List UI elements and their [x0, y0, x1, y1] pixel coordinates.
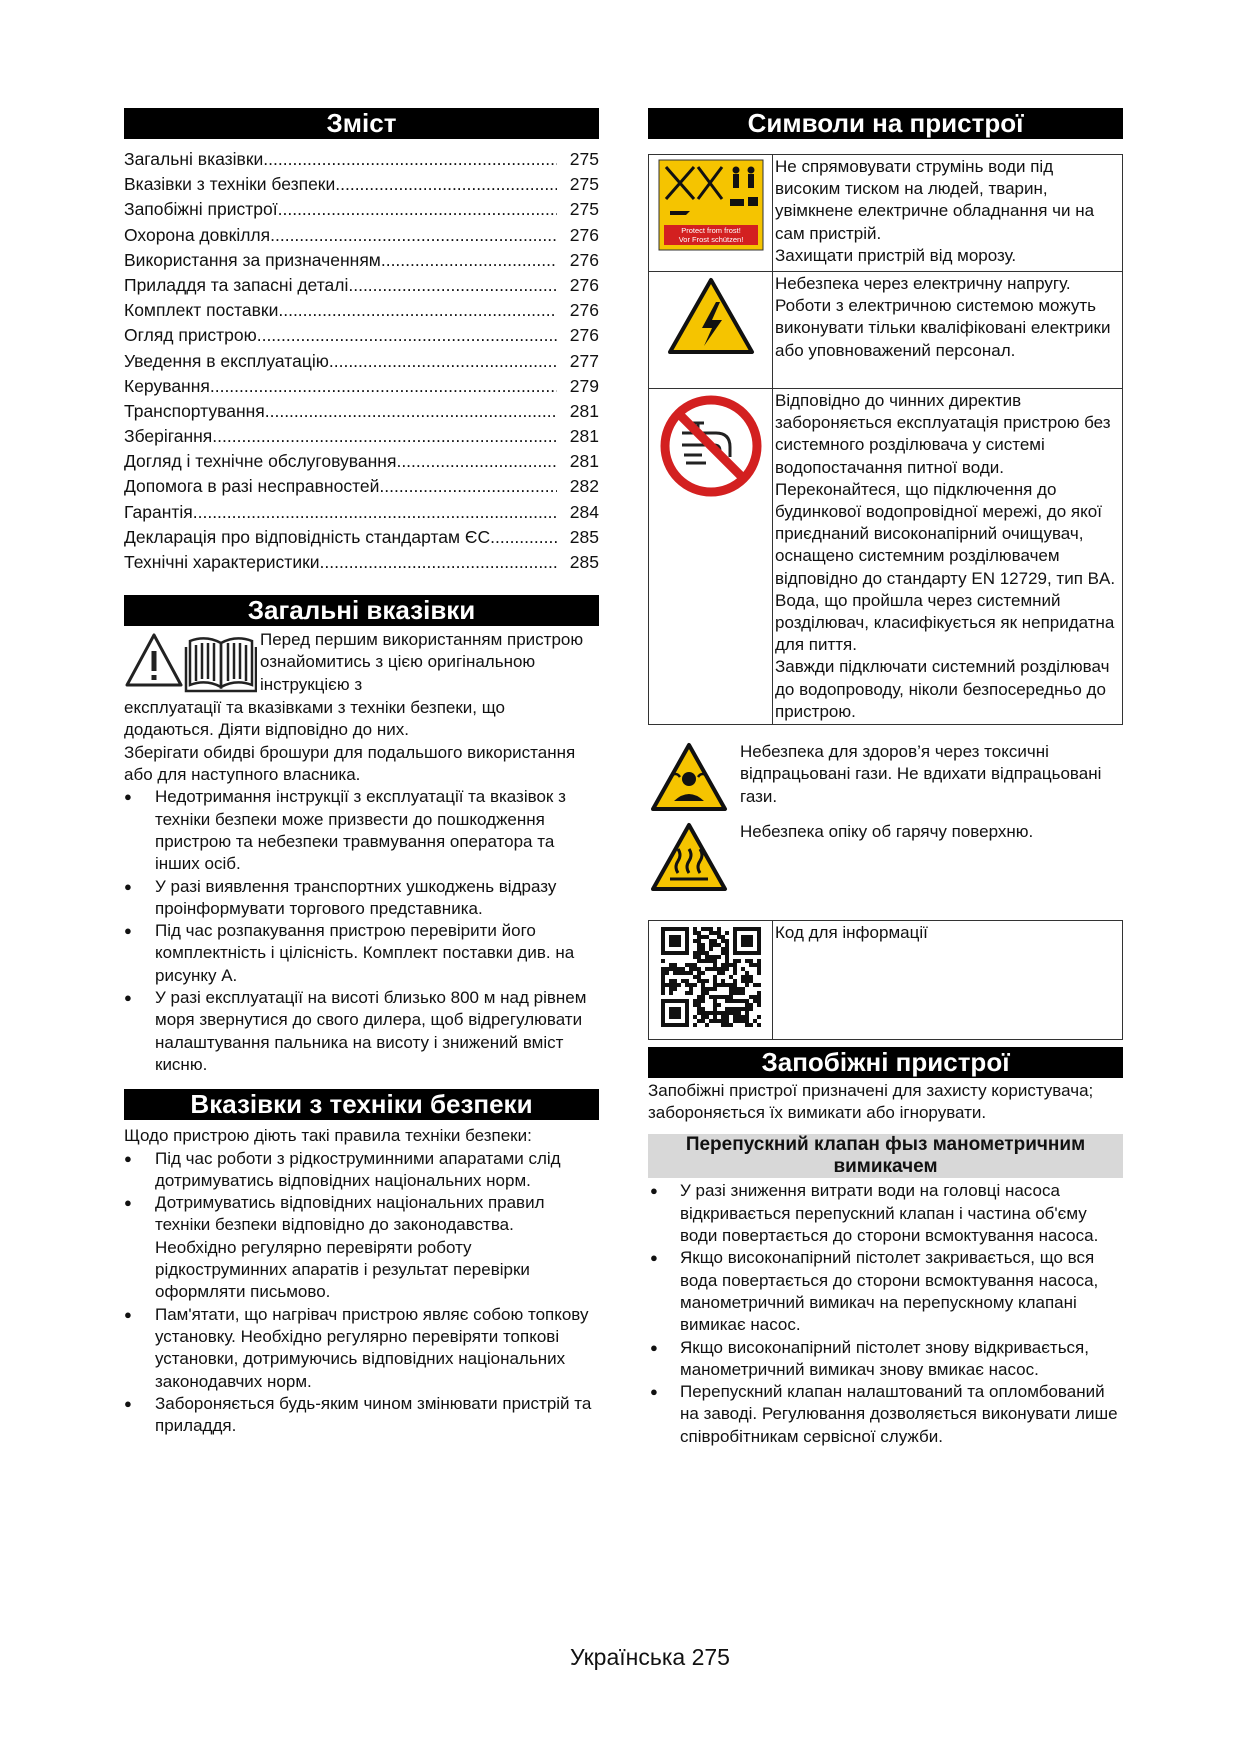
- toc-leader: [278, 298, 557, 323]
- toc-leader: [278, 197, 557, 222]
- no-direct-drinking-water-connection-icon: [658, 393, 764, 499]
- list-item: ● Під час роботи з рідкоструминними апаратами слід дотримуватись відповідних національних норм.: [124, 1148, 599, 1193]
- hot-surface-text: Небезпека опіку об гарячу поверхню.: [740, 822, 1034, 842]
- toc-entry-title: Декларація про відповідність стандартам ЄС: [124, 526, 491, 547]
- frost-label-1: Protect from frost!: [680, 226, 741, 235]
- safety-title: Вказівки з техніки безпеки: [124, 1089, 599, 1120]
- toc-entry: [124, 273, 599, 298]
- toc-entry-title: Охорона довкілля: [124, 224, 271, 245]
- toc-entry-page: 276: [569, 224, 599, 245]
- toc-entry: [124, 197, 599, 222]
- list-item: ● Дотримуватись відповідних національних правил техніки безпеки відповідно до законодавства. Необхідно регулярно перевіряти роботу рідкоструминних апаратів і результат перевірки оформляти письмово.: [124, 1192, 599, 1303]
- safety-bullets: [124, 1148, 599, 1438]
- toc-entry-page: 279: [569, 375, 599, 396]
- toc-entry-title: Загальні вказівки: [124, 149, 264, 169]
- symbol-text-water-jet: Не спрямовувати струмінь води під високим тиском на людей, тварин, увімкнене електричне обладнання чи на сам пристрій.: [775, 157, 1095, 243]
- general-keep: Зберігати обидві брошури для подальшого використання або для наступного власника.: [124, 742, 576, 785]
- toc-entry-title: Технічні характеристики: [124, 552, 320, 572]
- toc-entry: [124, 248, 599, 273]
- toc-entry: [124, 349, 599, 374]
- toc-leader: [490, 525, 557, 550]
- page-footer: Українська 275: [570, 1644, 730, 1670]
- symbol-text-separator-3: Завжди підключати системний розділювач до водопроводу, ніколи безпосередньо до пристрою.: [775, 657, 1110, 721]
- list-item: ● У разі експлуатації на висоті близько 800 м над рівнем моря звернутися до свого дилера, щоб відрегулювати налаштування пальника на висоту і знижений вміст кисню.: [124, 987, 599, 1076]
- toxic-exhaust-gas-warning-icon: [650, 741, 728, 813]
- toc-entry: [124, 449, 599, 474]
- toc-entry: [124, 474, 599, 499]
- devices-title: Запобіжні пристрої: [648, 1047, 1123, 1078]
- list-item: ● Якщо високонапірний пістолет закривається, що вся вода повертається до сторони всмоктування насоса, манометричний вимикач на перепускному клапані вимикає насос.: [650, 1247, 1123, 1336]
- warning-triangle-icon: [127, 635, 181, 685]
- toc-leader: [320, 550, 557, 575]
- list-item: ● Якщо високонапірний пістолет знову відкривається, манометричний вимикач знову вмикає насос.: [650, 1337, 1123, 1382]
- toc-leader: [329, 349, 557, 374]
- toxic-gas-text: Небезпека для здоров’я через токсичні відпрацьовані гази. Не вдихати відпрацьовані гази.: [740, 742, 1102, 806]
- table-row: [649, 920, 1123, 1039]
- toc-entry: [124, 424, 599, 449]
- list-item: ● Перепускний клапан налаштований та опломбований на заводі. Регулювання дозволяється виконувати лише співробітникам сервісної служби.: [650, 1381, 1123, 1448]
- general-bullets: [124, 786, 599, 1076]
- list-item: ● У разі виявлення транспортних ушкоджень відразу проінформувати торгового представника.: [124, 876, 599, 921]
- toc-entry-page: 276: [569, 249, 599, 270]
- toc-entry-page: 281: [569, 451, 599, 472]
- toc-leader: [381, 248, 557, 273]
- electric-voltage-warning-icon: [666, 276, 756, 356]
- toc-entry: [124, 525, 599, 550]
- toc-entry: [124, 374, 599, 399]
- table-row: [649, 272, 1123, 389]
- frost-label-2: Vor Frost schützen!: [678, 235, 743, 244]
- toc-entry-page: 282: [569, 476, 599, 497]
- toc-entry: [124, 298, 599, 323]
- toc-leader: [263, 147, 557, 172]
- toc-entry: [124, 550, 599, 575]
- symbols-title: Символи на пристрої: [648, 108, 1123, 139]
- list-item: ● Недотримання інструкції з експлуатації та вказівок з техніки безпеки може призвести до пошкодження пристрою та небезпеки травмування оператора та інших осіб.: [124, 786, 599, 875]
- toc-entry-page: 285: [569, 552, 599, 572]
- toc-entry-page: 276: [569, 325, 599, 346]
- qr-table: [648, 920, 1123, 1040]
- toc-entry-page: 277: [569, 350, 599, 371]
- toc-entry-title: Керування: [124, 375, 210, 396]
- qr-text: Код для інформації: [773, 920, 1123, 1039]
- table-of-contents: [124, 147, 599, 575]
- toc-entry-page: 275: [569, 149, 599, 169]
- toc-entry-page: 276: [569, 300, 599, 321]
- toc-leader: [212, 424, 557, 449]
- toc-entry-title: Догляд і технічне обслуговування: [124, 451, 397, 472]
- toc-entry-title: Гарантія: [124, 501, 193, 522]
- toc-entry: [124, 172, 599, 197]
- toc-entry-page: 275: [569, 174, 599, 195]
- qr-code-icon: [659, 925, 763, 1029]
- toc-entry-title: Транспортування: [124, 400, 265, 421]
- general-intro-rest: експлуатації та вказівками з техніки безпеки, що додаються. Діяти відповідно до них.: [124, 698, 505, 740]
- toc-entry-title: Допомога в разі несправностей: [124, 476, 380, 497]
- table-row: [649, 155, 1123, 272]
- safety-intro: Щодо пристрою діють такі правила техніки безпеки:: [124, 1126, 532, 1146]
- list-item: ● Пам'ятати, що нагрівач пристрою являє собою топкову установку. Необхідно регулярно перевіряти топкові установки, дотримуючись відповідних національних законодавчих норм.: [124, 1304, 599, 1393]
- bypass-valve-subtitle: Перепускний клапан фыз манометричним вимикачем: [648, 1134, 1123, 1178]
- devices-bullets: [648, 1180, 1123, 1448]
- toc-entry-page: 284: [569, 501, 599, 522]
- warning-and-manual-icons: [124, 629, 257, 697]
- toc-entry-title: Уведення в експлуатацію: [124, 350, 329, 371]
- toc-entry-title: Приладдя та запасні деталі: [124, 274, 349, 295]
- toc-leader: [348, 273, 557, 298]
- general-title: Загальні вказівки: [124, 595, 599, 626]
- list-item: ● Забороняється будь-яким чином змінювати пристрій та приладдя.: [124, 1393, 599, 1438]
- list-item: ● Під час розпакування пристрою перевірити його комплектність і цілісність. Комплект поставки див. на рисунку А.: [124, 920, 599, 987]
- toc-leader: [193, 500, 557, 525]
- toc-entry: [124, 147, 599, 172]
- toc-entry: [124, 323, 599, 348]
- hot-surface-warning-icon: [650, 821, 728, 893]
- toc-entry-title: Зберігання: [124, 426, 213, 447]
- toc-entry-page: 285: [569, 526, 599, 547]
- toc-leader: [335, 172, 557, 197]
- toc-entry-page: 275: [569, 199, 599, 220]
- toc-leader: [265, 399, 557, 424]
- toc-entry: [124, 500, 599, 525]
- toc-entry: [124, 399, 599, 424]
- toc-leader: [257, 323, 557, 348]
- toc-leader: [379, 474, 557, 499]
- toc-leader: [270, 223, 557, 248]
- symbols-table: [648, 154, 1123, 725]
- toc-entry-title: Використання за призначенням: [124, 249, 381, 270]
- toc-title: Зміст: [124, 108, 599, 139]
- general-intro: Перед першим використанням пристрою ознайомитись з цією оригінальною інструкцією з: [260, 630, 584, 694]
- toc-entry-page: 281: [569, 400, 599, 421]
- toc-leader: [210, 374, 557, 399]
- table-row: [649, 389, 1123, 725]
- toc-entry-page: 281: [569, 426, 599, 447]
- toc-entry-page: 276: [569, 274, 599, 295]
- symbol-text-frost: Захищати пристрій від морозу.: [775, 245, 1017, 265]
- symbol-text-separator-1: Відповідно до чинних директив забороняється експлуатація пристрою без системного розділювача у системі водопостачання питної води.: [775, 391, 1111, 477]
- symbol-text-separator-2: Переконайтеся, що підключення до будинкової водопровідної мережі, до якої приєднаний високонапірний очищувач, оснащено системним розділювачем відповідно до стандарту EN 12729, тип BA. Вода, що пройшла через системний розділювач, класифікується як непридатна для пиття.: [775, 479, 1116, 655]
- list-item: ● У разі зниження витрати води на головці насоса відкривається перепускний клапан і частина об'єму води повертається до сторони всмоктування насоса.: [650, 1180, 1123, 1247]
- manual-book-icon: [186, 639, 256, 692]
- toc-entry-title: Вказівки з техніки безпеки: [124, 174, 336, 195]
- symbol-text-voltage: Небезпека через електричну напругу. Роботи з електричною системою можуть виконувати тільки кваліфіковані електрики або уповноважений персонал.: [773, 272, 1123, 389]
- toc-entry-title: Комплект поставки: [124, 300, 279, 321]
- devices-intro: Запобіжні пристрої призначені для захисту користувача; забороняється їх вимикати або ігнорувати.: [648, 1080, 1094, 1123]
- toc-entry: [124, 223, 599, 248]
- no-water-jet-and-frost-icon: [658, 159, 764, 251]
- toc-entry-title: Огляд пристрою: [124, 325, 257, 346]
- toc-entry-title: Запобіжні пристрої: [124, 199, 278, 220]
- toc-leader: [396, 449, 557, 474]
